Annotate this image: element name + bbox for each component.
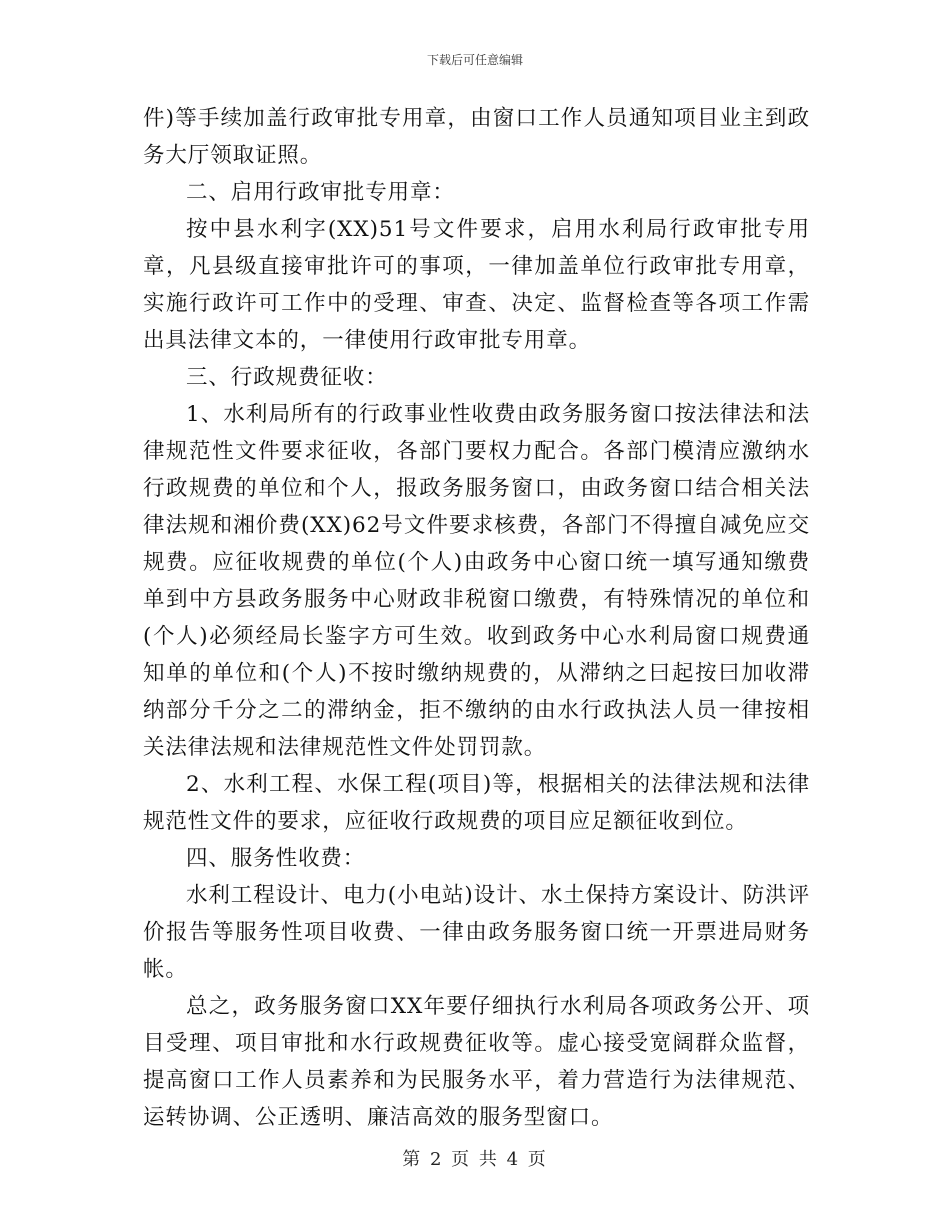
paragraph-summary: 总之，政务服务窗口XX年要仔细执行水利局各项政务公开、项目受理、项目审批和水行政规费征收等。虚心接受宽阔群众监督，提高窗口工作人员素养和为民服务水平，着力营造行为法律规范、运转协调、公正透明、廉洁高效的服务型窗口。 — [143, 994, 810, 1130]
page-number: 第 2 页 共 4 页 — [402, 1149, 548, 1170]
paragraph-fee-collection-1: 1、水利局所有的行政事业性收费由政务服务窗口按法律法和法律规范性文件要求征收，各部门要权力配合。各部门模清应激纳水行政规费的单位和个人，报政务服务窗口，由政务窗口结合相关法律法规和湘价费(XX)62号文件要求核费，各部门不得擅自减免应交规费。应征收规费的单位(个人)由政务中心窗口统一填写通知缴费单到中方县政务服务中心财政非税窗口缴费，有特殊情况的单位和(个人)必须经局长鉴字方可生效。收到政务中心水利局窗口规费通知单的单位和(个人)不按时缴纳规费的，从滞纳之曰起按曰加收滞纳部分千分之二的滞纳金，拒不缴纳的由水行政执法人员一律按相关法律法规和法律规范性文件处罚罚款。 — [143, 402, 810, 760]
paragraph-service-fees: 水利工程设计、电力(小电站)设计、水土保持方案设计、防洪评价报告等服务性项目收费、一律由政务服务窗口统一开票进局财务帐。 — [143, 883, 810, 982]
section-heading-2: 二、启用行政审批专用章： — [186, 180, 455, 205]
paragraph-continuation: 件)等手续加盖行政审批专用章，由窗口工作人员通知项目业主到政务大厅领取证照。 — [143, 106, 810, 168]
paragraph-seal-usage: 按中县水利字(XX)51号文件要求，启用水利局行政审批专用章，凡县级直接审批许可的事项，一律加盖单位行政审批专用章，实施行政许可工作中的受理、审查、决定、监督检查等各项工作需出具法律文本的，一律使用行政审批专用章。 — [143, 217, 810, 353]
section-heading-4: 四、服务性收费： — [186, 846, 366, 871]
document-body — [143, 100, 810, 1136]
paragraph-fee-collection-2: 2、水利工程、水保工程(项目)等，根据相关的法律法规和法律规范性文件的要求，应征收行政规费的项目应足额征收到位。 — [143, 772, 810, 834]
section-heading-3: 三、行政规费征收： — [186, 365, 388, 390]
page-header-note: 下载后可任意编辑 — [426, 53, 523, 67]
